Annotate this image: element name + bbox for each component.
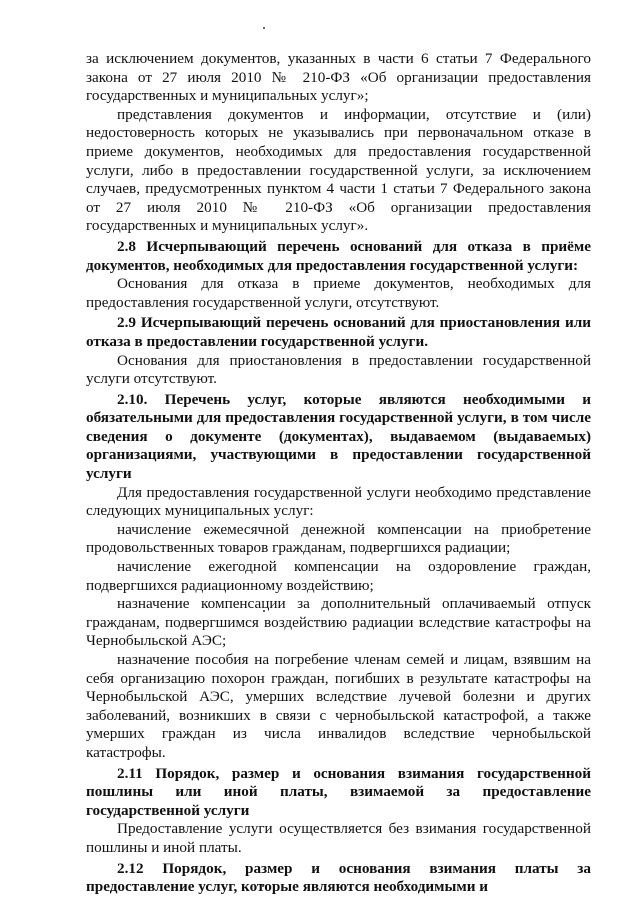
paragraph-2-10-intro: Для предоставления государственной услуги необходимо представление следующих муниципальных услуг: — [86, 483, 591, 520]
section-heading-2-11: 2.11 Порядок, размер и основания взимания государственной пошлины или иной платы, взимаемой за предоставление государственной услуги — [86, 764, 591, 819]
section-heading-2-12: 2.12 Порядок, размер и основания взимания платы за предоставление услуг, которые являются необходимыми и — [86, 859, 591, 896]
section-heading-2-9: 2.9 Исчерпывающий перечень оснований для приостановления или отказа в предоставлении государственной услуги. — [86, 314, 591, 350]
paragraph-2-9-body: Основания для приостановления в предоставлении государственной услуги отсутствуют. — [86, 351, 591, 388]
paragraph-2-8-body: Основания для отказа в приеме документов, необходимых для предоставления государственной услуги, отсутствуют. — [86, 275, 591, 311]
list-item-funeral-allowance: назначение пособия на погребение членам семей и лицам, взявшим на себя организацию похорон граждан, погибших в результате катастрофы на Чернобыльской АЭС, умерших вследствие лучевой болезни и других заболеваний, возникших в связи с чернобыльской катастрофой, а также умерших граждан из числа инвалидов вследствие чернобыльской катастрофы. — [86, 651, 591, 761]
document-body — [86, 50, 591, 897]
section-heading-2-8: 2.8 Исчерпывающий перечень оснований для отказа в приёме документов, необходимых для предоставления государственной услуги: — [86, 237, 591, 274]
list-item-monthly-compensation: начисление ежемесячной денежной компенсации на приобретение продовольственных товаров гражданам, подвергшихся радиации; — [86, 520, 591, 557]
list-item-annual-compensation: начисление ежегодной компенсации на оздоровление граждан, подвергшихся радиационному воздействию; — [86, 558, 591, 594]
list-item-additional-leave: назначение компенсации за дополнительный оплачиваемый отпуск гражданам, подвергшимся воздействию радиации вследствие катастрофы на Чернобыльской АЭС; — [86, 595, 591, 650]
scan-artifact-dot — [263, 27, 265, 29]
paragraph-continuation: за исключением документов, указанных в части 6 статьи 7 Федерального закона от 27 июля 2010 № 210-ФЗ «Об организации предоставления государственных и муниципальных услуг»; — [86, 50, 591, 105]
paragraph-2-11-body: Предоставление услуги осуществляется без взимания государственной пошлины и иной платы. — [86, 820, 591, 856]
section-heading-2-10: 2.10. Перечень услуг, которые являются необходимыми и обязательными для предоставления государственной услуги, в том числе сведения о документе (документах), выдаваемом (выдаваемых) организациями, участвующими в предоставлении государственной услуги — [86, 390, 591, 483]
paragraph-representation-documents: представления документов и информации, отсутствие и (или) недостоверность которых не указывались при первоначальном отказе в приеме документов, необходимых для предоставления государственной услуги, либо в предоставлении государственной услуги, за исключением случаев, предусмотренных пунктом 4 части 1 статьи 7 Федерального закона от 27 июля 2010 № 210-ФЗ «Об организации предоставления государственных и муниципальных услуг». — [86, 105, 591, 235]
